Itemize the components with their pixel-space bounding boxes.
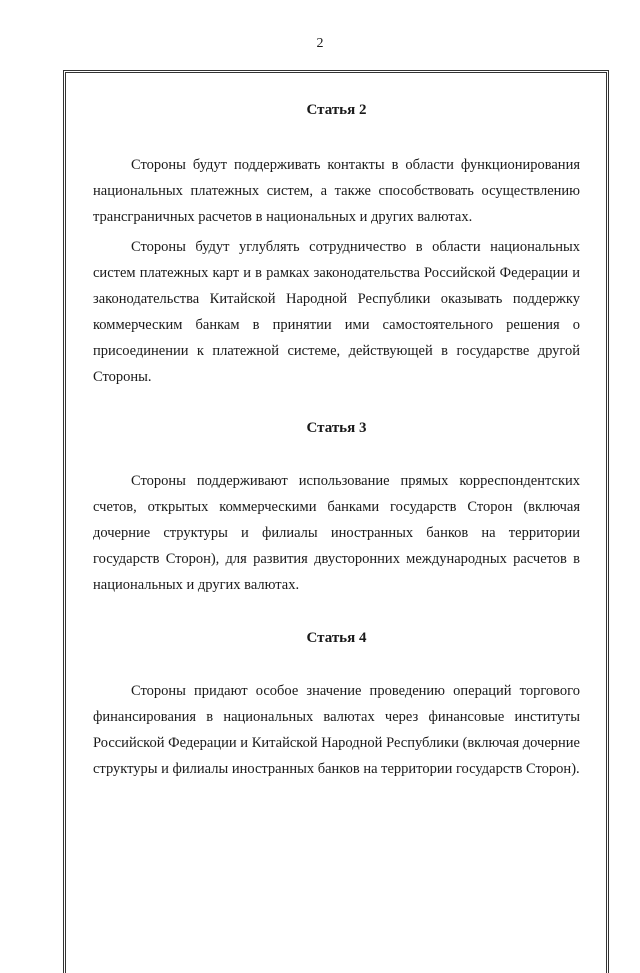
- article-3: [93, 418, 580, 598]
- page-number: 2: [316, 36, 324, 51]
- article-4-paragraph-1: Стороны придают особое значение проведению операций торгового финансирования в национальных валютах через финансовые институты Российской Федерации и Китайской Народной Республики (включая дочерние структуры и филиалы иностранных банков на территории государств Сторон).: [93, 683, 580, 777]
- article-3-title: Статья 3: [306, 420, 367, 436]
- article-4: [93, 628, 580, 782]
- document-body: [93, 80, 580, 782]
- article-2-paragraph-2: Стороны будут углублять сотрудничество в области национальных систем платежных карт и в рамках законодательства Российской Федерации и законодательства Китайской Народной Республики оказывать поддержку коммерческим банкам в принятии ими самостоятельного решения о присоединении к платежной системе, действующей в государстве другой Стороны.: [93, 239, 580, 385]
- article-3-paragraph-1: Стороны поддерживают использование прямых корреспондентских счетов, открытых коммерческими банками государств Сторон (включая дочерние структуры и филиалы иностранных банков на территории государств Сторон), для развития двусторонних международных расчетов в национальных и других валютах.: [93, 473, 580, 593]
- article-2-paragraph-1: Стороны будут поддерживать контакты в области функционирования национальных платежных систем, а также способствовать осуществлению трансграничных расчетов в национальных и других валютах.: [93, 157, 580, 225]
- article-4-title: Статья 4: [306, 630, 367, 646]
- article-2-title: Статья 2: [306, 102, 367, 118]
- article-2: [93, 100, 580, 390]
